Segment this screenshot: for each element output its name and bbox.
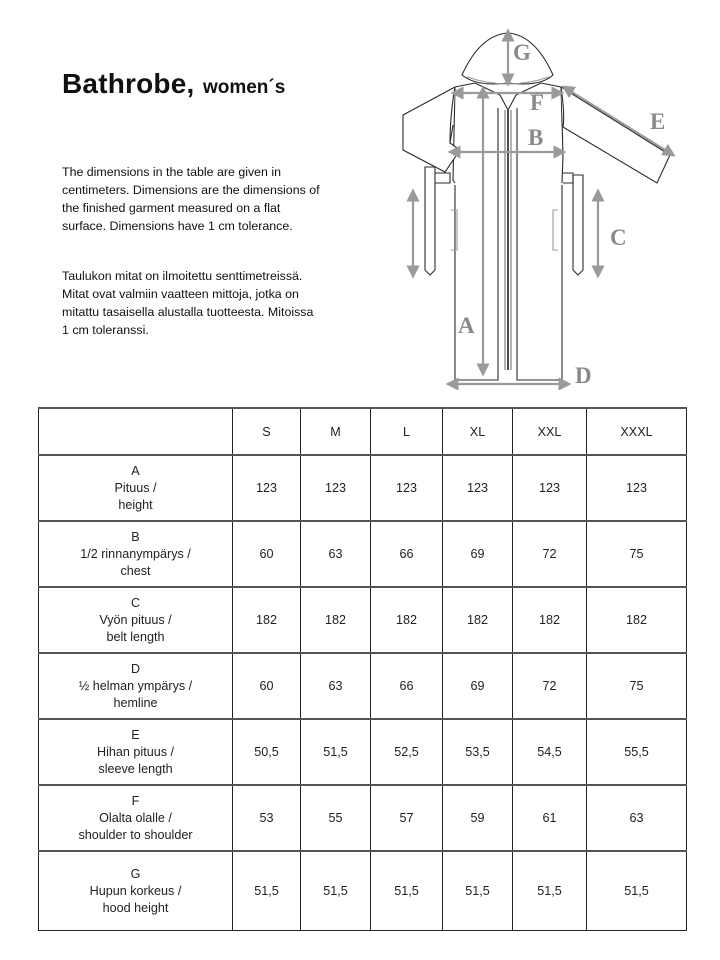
value-cell: 60: [233, 521, 301, 587]
size-header: XXL: [513, 408, 587, 455]
value-cell: 51,5: [301, 719, 371, 785]
value-cell: 53: [233, 785, 301, 851]
table-row: [39, 455, 687, 521]
measurement-name-en: shoulder to shoulder: [78, 827, 193, 842]
header-corner-cell: [39, 408, 233, 455]
value-cell: 123: [371, 455, 443, 521]
measurement-name-fi: 1/2 rinnanympärys /: [80, 546, 191, 561]
value-cell: 57: [371, 785, 443, 851]
measurement-code: C: [130, 595, 141, 610]
measurement-name-en: hood height: [102, 900, 169, 915]
title-subtitle: women´s: [202, 77, 286, 98]
table-row: [39, 653, 687, 719]
label-f: F: [530, 90, 545, 115]
value-cell: 72: [513, 653, 587, 719]
table-row: [39, 587, 687, 653]
label-b: B: [528, 125, 544, 150]
table-row: [39, 851, 687, 931]
table-row: [39, 719, 687, 785]
measurement-name-en: height: [118, 497, 153, 512]
measurement-name-en: sleeve length: [98, 761, 173, 776]
value-cell: 75: [587, 521, 687, 587]
size-header: XL: [443, 408, 513, 455]
value-cell: 61: [513, 785, 587, 851]
measurement-label: [39, 653, 233, 719]
measurement-name-fi: Hupun korkeus /: [89, 883, 182, 898]
value-cell: 53,5: [443, 719, 513, 785]
value-cell: 52,5: [371, 719, 443, 785]
table-row: [39, 521, 687, 587]
label-a: A: [458, 313, 475, 338]
value-cell: 123: [513, 455, 587, 521]
value-cell: 182: [443, 587, 513, 653]
value-cell: 69: [443, 521, 513, 587]
value-cell: 63: [587, 785, 687, 851]
measurement-label: [39, 587, 233, 653]
description-finnish: Taulukon mitat on ilmoitettu senttimetreissä. Mitat ovat valmiin vaatteen mittoja, jotka on mitattu tasaisella alustalla tuotteesta. Mitoissa 1 cm toleranssi.: [62, 269, 314, 337]
bathrobe-diagram: [395, 25, 705, 390]
value-cell: 55: [301, 785, 371, 851]
value-cell: 182: [233, 587, 301, 653]
value-cell: 51,5: [587, 851, 687, 931]
title-main: Bathrobe,: [62, 68, 195, 99]
value-cell: 182: [301, 587, 371, 653]
measurement-code: G: [130, 866, 141, 881]
measurement-name-fi: Pituus /: [114, 480, 157, 495]
measurement-label: [39, 455, 233, 521]
size-header: XXXL: [587, 408, 687, 455]
measurement-name-en: chest: [120, 563, 151, 578]
measurement-label: [39, 521, 233, 587]
measurement-label: [39, 785, 233, 851]
value-cell: 51,5: [301, 851, 371, 931]
table-header-row: [39, 408, 687, 455]
measurement-label: [39, 851, 233, 931]
value-cell: 69: [443, 653, 513, 719]
value-cell: 123: [301, 455, 371, 521]
value-cell: 123: [443, 455, 513, 521]
value-cell: 182: [513, 587, 587, 653]
page-title: [62, 68, 285, 100]
value-cell: 54,5: [513, 719, 587, 785]
value-cell: 123: [233, 455, 301, 521]
value-cell: 66: [371, 653, 443, 719]
size-chart-table: [38, 407, 687, 931]
value-cell: 51,5: [513, 851, 587, 931]
measurement-code: E: [131, 727, 140, 742]
value-cell: 75: [587, 653, 687, 719]
measurement-name-fi: Vyön pituus /: [99, 612, 172, 627]
value-cell: 63: [301, 521, 371, 587]
value-cell: 51,5: [233, 851, 301, 931]
value-cell: 123: [587, 455, 687, 521]
description-english: The dimensions in the table are given in centimeters. Dimensions are the dimensions of the finished garment measured on a flat surface. Dimensions have 1 cm tolerance.: [62, 165, 320, 233]
label-g: G: [513, 40, 531, 65]
measurement-name-fi: ½ helman ympärys /: [78, 678, 193, 693]
size-header: M: [301, 408, 371, 455]
value-cell: 66: [371, 521, 443, 587]
measurement-code: B: [131, 529, 140, 544]
label-d: D: [575, 363, 592, 388]
measurement-label: [39, 719, 233, 785]
size-header: L: [371, 408, 443, 455]
measurement-code: A: [131, 463, 140, 478]
value-cell: 50,5: [233, 719, 301, 785]
measurement-name-fi: Olalta olalle /: [99, 810, 172, 825]
value-cell: 72: [513, 521, 587, 587]
value-cell: 63: [301, 653, 371, 719]
table-row: [39, 785, 687, 851]
size-header: S: [233, 408, 301, 455]
measurement-name-en: hemline: [113, 695, 158, 710]
measurement-code: D: [130, 661, 141, 676]
value-cell: 182: [371, 587, 443, 653]
label-e: E: [650, 109, 666, 134]
value-cell: 60: [233, 653, 301, 719]
measurement-name-fi: Hihan pituus /: [96, 744, 174, 759]
measurement-code: F: [131, 793, 140, 808]
value-cell: 51,5: [443, 851, 513, 931]
label-c: C: [610, 225, 627, 250]
value-cell: 182: [587, 587, 687, 653]
value-cell: 51,5: [371, 851, 443, 931]
measurement-name-en: belt length: [106, 629, 165, 644]
value-cell: 55,5: [587, 719, 687, 785]
value-cell: 59: [443, 785, 513, 851]
